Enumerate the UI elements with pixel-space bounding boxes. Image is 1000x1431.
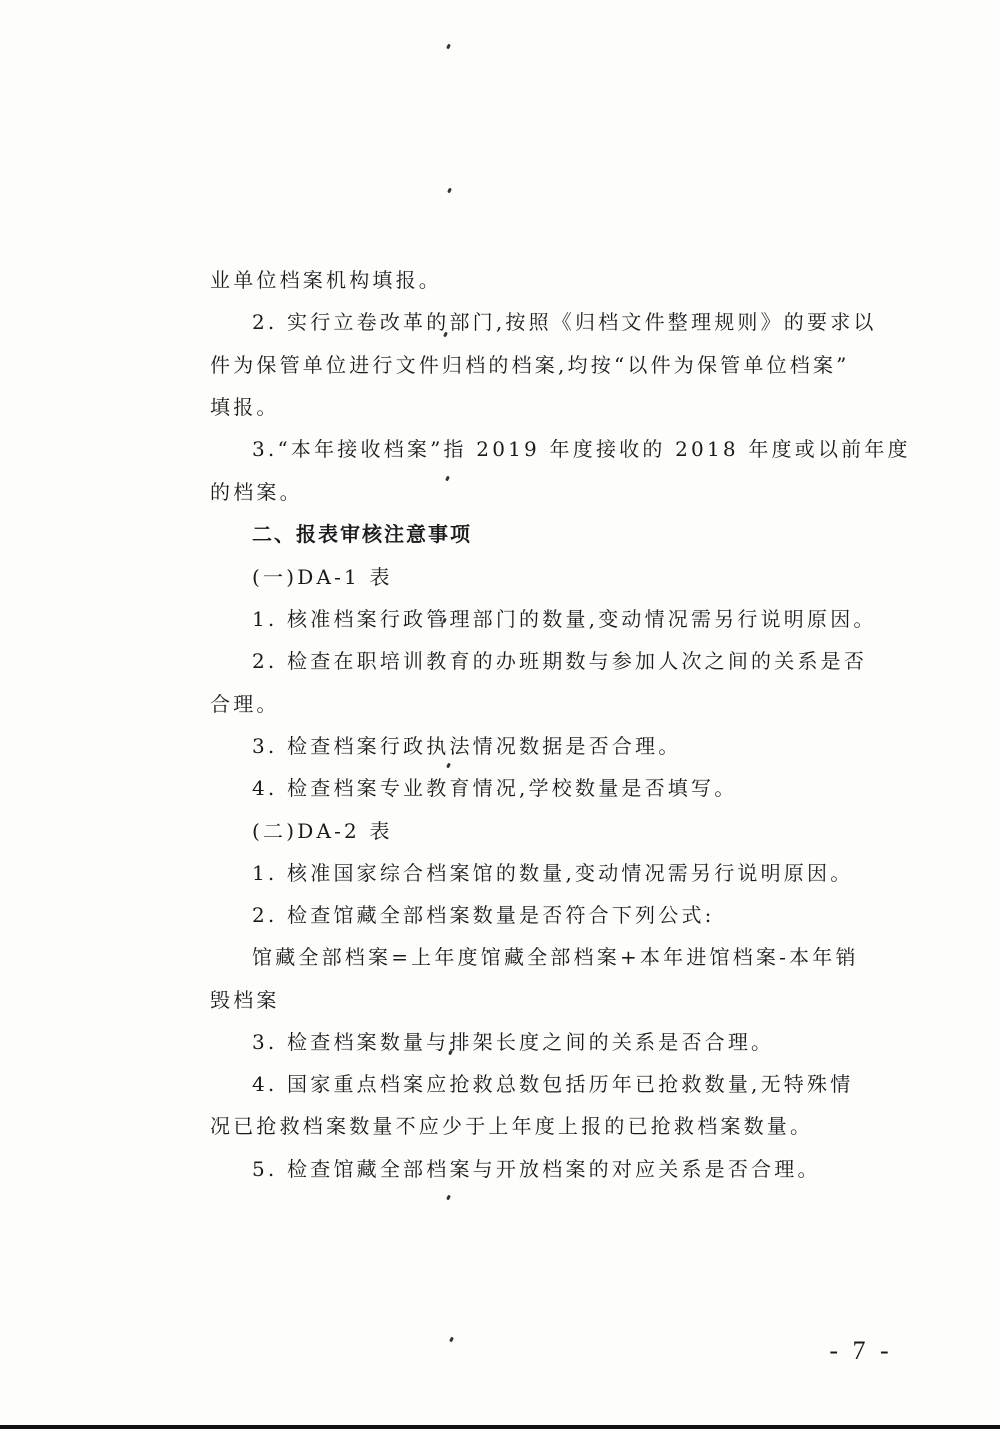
- list-item: 4. 国家重点档案应抢救总数包括历年已抢救数量,无特殊情: [252, 1072, 854, 1096]
- sub-heading: (一)DA-1 表: [252, 565, 393, 589]
- list-item: 3. 检查档案行政执法情况数据是否合理。: [252, 734, 682, 758]
- list-item: 5. 检查馆藏全部档案与开放档案的对应关系是否合理。: [252, 1157, 821, 1181]
- formula-line: 馆藏全部档案=上年度馆藏全部档案+本年进馆档案-本年销: [252, 945, 859, 969]
- paragraph-line: 3.“本年接收档案”指 2019 年度接收的 2018 年度或以前年度: [252, 437, 911, 461]
- list-item-continuation: 况已抢救档案数量不应少于上年度上报的已抢救档案数量。: [210, 1114, 814, 1138]
- scan-speck: [446, 763, 451, 769]
- formula-continuation: 毁档案: [210, 988, 280, 1012]
- list-item: 4. 检查档案专业教育情况,学校数量是否填写。: [252, 776, 738, 800]
- list-item: 3. 检查档案数量与排架长度之间的关系是否合理。: [252, 1030, 775, 1054]
- paragraph-line: 业单位档案机构填报。: [210, 268, 442, 292]
- section-heading: 二、报表审核注意事项: [252, 522, 472, 546]
- paragraph-line: 件为保管单位进行文件归档的档案,均按“以件为保管单位档案”: [210, 353, 850, 377]
- scan-speck: [447, 188, 452, 194]
- list-item: 2. 检查在职培训教育的办班期数与参加人次之间的关系是否: [252, 649, 868, 673]
- list-item-continuation: 合理。: [210, 692, 280, 716]
- list-item: 2. 检查馆藏全部档案数量是否符合下列公式:: [252, 903, 715, 927]
- scan-speck: [449, 1337, 454, 1343]
- scan-edge-line: [0, 1425, 1000, 1429]
- list-item: 1. 核准国家综合档案馆的数量,变动情况需另行说明原因。: [252, 861, 854, 885]
- paragraph-line: 的档案。: [210, 480, 303, 504]
- paragraph-line: 2. 实行立卷改革的部门,按照《归档文件整理规则》的要求以: [252, 310, 877, 334]
- scan-speck: [446, 1195, 451, 1201]
- list-item: 1. 核准档案行政管理部门的数量,变动情况需另行说明原因。: [252, 607, 877, 631]
- scan-speck: [446, 44, 451, 50]
- paragraph-line: 填报。: [210, 395, 280, 419]
- page-number: - 7 -: [829, 1336, 893, 1365]
- sub-heading: (二)DA-2 表: [252, 819, 393, 843]
